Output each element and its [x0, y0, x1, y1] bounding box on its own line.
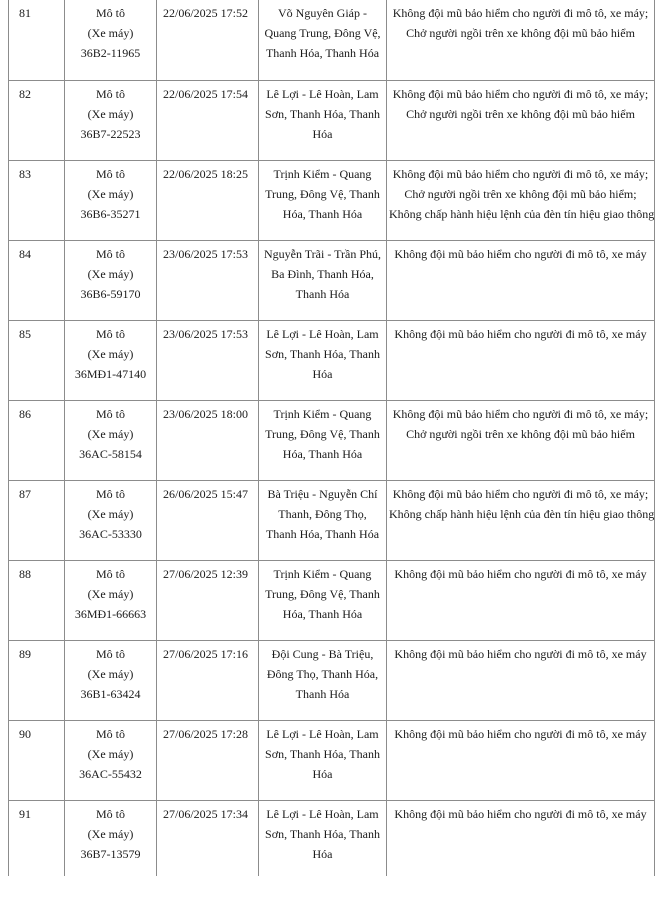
table-row: [9, 400, 655, 480]
vehicle-cell: [65, 800, 157, 876]
violation-line: Chở người ngồi trên xe không đội mũ bảo hiểm: [406, 106, 635, 121]
violation-time: 27/06/2025 12:39: [163, 566, 249, 581]
row-number-cell: [9, 80, 65, 160]
location-cell: [259, 480, 387, 560]
vehicle-subtype: (Xe máy): [87, 746, 134, 761]
vehicle-cell: [65, 0, 157, 80]
violation-line: Không đội mũ bảo hiểm cho người đi mô tô, xe máy;: [392, 86, 649, 101]
location-line: Hóa: [312, 766, 333, 781]
violation-table: [8, 0, 655, 876]
location-line: Nguyễn Trãi - Trần Phú,: [263, 246, 382, 261]
violation-time: 22/06/2025 17:54: [163, 86, 249, 101]
location-cell: [259, 800, 387, 876]
location-line: Trịnh Kiểm - Quang: [273, 566, 372, 581]
location-cell: [259, 560, 387, 640]
location-cell: [259, 640, 387, 720]
table-row: [9, 160, 655, 240]
violation-time: 27/06/2025 17:16: [163, 646, 249, 661]
row-number: 84: [19, 246, 31, 261]
violation-time: 27/06/2025 17:34: [163, 806, 249, 821]
vehicle-type: Mô tô: [95, 646, 125, 661]
table-row: [9, 560, 655, 640]
vehicle-cell: [65, 480, 157, 560]
license-plate: 36B7-22523: [80, 126, 141, 141]
vehicle-subtype: (Xe máy): [87, 346, 134, 361]
violation-line: Không đội mũ bảo hiểm cho người đi mô tô, xe máy;: [392, 166, 649, 181]
row-number-cell: [9, 480, 65, 560]
time-cell: [157, 0, 259, 80]
table-row: [9, 80, 655, 160]
time-cell: [157, 400, 259, 480]
vehicle-type: Mô tô: [95, 6, 125, 20]
location-line: Lê Lợi - Lê Hoàn, Lam: [266, 326, 379, 341]
row-number: 89: [19, 646, 31, 661]
row-number-cell: [9, 160, 65, 240]
vehicle-type: Mô tô: [95, 86, 125, 101]
license-plate: 36B1-63424: [80, 686, 141, 701]
violation-cell: [387, 240, 655, 320]
violation-time: 23/06/2025 17:53: [163, 326, 249, 341]
violation-time: 23/06/2025 17:53: [163, 246, 249, 261]
location-line: Sơn, Thanh Hóa, Thanh: [265, 826, 380, 841]
vehicle-type: Mô tô: [95, 326, 125, 341]
violation-cell: [387, 80, 655, 160]
row-number: 87: [19, 486, 31, 501]
location-line: Trung, Đông Vệ, Thanh: [265, 186, 380, 201]
violation-cell: [387, 720, 655, 800]
violation-line: Không đội mũ bảo hiểm cho người đi mô tô, xe máy: [394, 326, 647, 341]
location-line: Hóa, Thanh Hóa: [282, 206, 363, 221]
location-cell: [259, 240, 387, 320]
table-row: [9, 720, 655, 800]
vehicle-cell: [65, 720, 157, 800]
violation-time: 23/06/2025 18:00: [163, 406, 249, 421]
row-number-cell: [9, 400, 65, 480]
violation-line: Không đội mũ bảo hiểm cho người đi mô tô, xe máy: [394, 806, 647, 821]
row-number-cell: [9, 720, 65, 800]
violation-line: Không đội mũ bảo hiểm cho người đi mô tô, xe máy;: [392, 6, 649, 20]
row-number-cell: [9, 640, 65, 720]
time-cell: [157, 240, 259, 320]
location-line: Trịnh Kiểm - Quang: [273, 166, 372, 181]
violation-line: Không chấp hành hiệu lệnh của đèn tín hiệu giao thông: [389, 506, 655, 521]
time-cell: [157, 560, 259, 640]
location-cell: [259, 720, 387, 800]
location-line: Ba Đình, Thanh Hóa,: [271, 266, 374, 281]
violation-cell: [387, 800, 655, 876]
vehicle-subtype: (Xe máy): [87, 586, 134, 601]
location-line: Thanh Hóa, Thanh Hóa: [265, 46, 380, 60]
violation-time: 22/06/2025 17:52: [163, 6, 249, 20]
location-line: Trịnh Kiểm - Quang: [273, 406, 372, 421]
location-line: Võ Nguyên Giáp -: [278, 6, 367, 20]
vehicle-cell: [65, 80, 157, 160]
vehicle-cell: [65, 560, 157, 640]
license-plate: 36B2-11965: [80, 46, 141, 60]
violation-cell: [387, 400, 655, 480]
vehicle-cell: [65, 240, 157, 320]
location-line: Quang Trung, Đông Vệ,: [264, 26, 381, 40]
vehicle-type: Mô tô: [95, 486, 125, 501]
time-cell: [157, 720, 259, 800]
violation-line: Không đội mũ bảo hiểm cho người đi mô tô, xe máy: [394, 726, 647, 741]
vehicle-cell: [65, 400, 157, 480]
row-number: 83: [19, 166, 31, 181]
violation-line: Chở người ngồi trên xe không đội mũ bảo hiểm: [406, 26, 635, 40]
violation-time: 22/06/2025 18:25: [163, 166, 249, 181]
violation-line: Chở người ngồi trên xe không đội mũ bảo hiểm;: [404, 186, 637, 201]
violation-line: Chở người ngồi trên xe không đội mũ bảo hiểm: [406, 426, 635, 441]
row-number: 88: [19, 566, 31, 581]
vehicle-type: Mô tô: [95, 166, 125, 181]
license-plate: 36B6-59170: [80, 286, 141, 301]
location-line: Trung, Đông Vệ, Thanh: [265, 586, 380, 601]
location-line: Trung, Đông Vệ, Thanh: [265, 426, 380, 441]
location-line: Hóa, Thanh Hóa: [282, 606, 363, 621]
location-line: Hóa: [312, 126, 333, 141]
row-number: 91: [19, 806, 31, 821]
violation-table-body: [9, 0, 655, 876]
vehicle-subtype: (Xe máy): [87, 26, 134, 40]
location-cell: [259, 160, 387, 240]
license-plate: 36B6-35271: [80, 206, 141, 221]
table-row: [9, 0, 655, 80]
violation-cell: [387, 320, 655, 400]
location-cell: [259, 80, 387, 160]
violation-line: Không đội mũ bảo hiểm cho người đi mô tô, xe máy;: [392, 406, 649, 421]
vehicle-type: Mô tô: [95, 726, 125, 741]
vehicle-type: Mô tô: [95, 406, 125, 421]
time-cell: [157, 320, 259, 400]
location-line: Lê Lợi - Lê Hoàn, Lam: [266, 86, 379, 101]
location-line: Lê Lợi - Lê Hoàn, Lam: [266, 726, 379, 741]
vehicle-subtype: (Xe máy): [87, 826, 134, 841]
violation-line: Không chấp hành hiệu lệnh của đèn tín hiệu giao thông: [389, 206, 655, 221]
violation-cell: [387, 560, 655, 640]
license-plate: 36AC-55432: [79, 766, 142, 781]
time-cell: [157, 640, 259, 720]
license-plate: 36AC-53330: [79, 526, 142, 541]
violation-line: Không đội mũ bảo hiểm cho người đi mô tô, xe máy: [394, 246, 647, 261]
vehicle-subtype: (Xe máy): [87, 506, 134, 521]
location-line: Thanh, Đông Thọ,: [278, 506, 367, 521]
vehicle-subtype: (Xe máy): [87, 426, 134, 441]
time-cell: [157, 160, 259, 240]
location-line: Thanh Hóa: [295, 686, 350, 701]
location-line: Sơn, Thanh Hóa, Thanh: [265, 746, 380, 761]
vehicle-type: Mô tô: [95, 246, 125, 261]
location-line: Sơn, Thanh Hóa, Thanh: [265, 106, 380, 121]
time-cell: [157, 800, 259, 876]
license-plate: 36MĐ1-66663: [74, 606, 147, 621]
vehicle-cell: [65, 160, 157, 240]
vehicle-cell: [65, 640, 157, 720]
location-line: Đội Cung - Bà Triệu,: [271, 646, 374, 661]
location-line: Thanh Hóa: [295, 286, 350, 301]
violation-time: 26/06/2025 15:47: [163, 486, 249, 501]
row-number-cell: [9, 240, 65, 320]
violation-line: Không đội mũ bảo hiểm cho người đi mô tô, xe máy: [394, 646, 647, 661]
location-cell: [259, 0, 387, 80]
location-cell: [259, 320, 387, 400]
violation-cell: [387, 0, 655, 80]
vehicle-cell: [65, 320, 157, 400]
vehicle-type: Mô tô: [95, 806, 125, 821]
row-number-cell: [9, 320, 65, 400]
row-number: 85: [19, 326, 31, 341]
location-line: Đông Thọ, Thanh Hóa,: [266, 666, 379, 681]
vehicle-subtype: (Xe máy): [87, 186, 134, 201]
license-plate: 36B7-13579: [80, 846, 141, 861]
table-row: [9, 480, 655, 560]
row-number: 81: [19, 6, 31, 20]
row-number: 86: [19, 406, 31, 421]
row-number: 90: [19, 726, 31, 741]
time-cell: [157, 480, 259, 560]
vehicle-subtype: (Xe máy): [87, 106, 134, 121]
table-row: [9, 640, 655, 720]
table-row: [9, 800, 655, 876]
row-number: 82: [19, 86, 31, 101]
violation-cell: [387, 640, 655, 720]
vehicle-subtype: (Xe máy): [87, 266, 134, 281]
violation-time: 27/06/2025 17:28: [163, 726, 249, 741]
location-line: Bà Triệu - Nguyễn Chí: [267, 486, 378, 501]
license-plate: 36MĐ1-47140: [74, 366, 147, 381]
location-line: Hóa, Thanh Hóa: [282, 446, 363, 461]
location-cell: [259, 400, 387, 480]
table-row: [9, 240, 655, 320]
row-number-cell: [9, 0, 65, 80]
row-number-cell: [9, 560, 65, 640]
license-plate: 36AC-58154: [79, 446, 142, 461]
location-line: Sơn, Thanh Hóa, Thanh: [265, 346, 380, 361]
violation-line: Không đội mũ bảo hiểm cho người đi mô tô, xe máy;: [392, 486, 649, 501]
violation-cell: [387, 480, 655, 560]
row-number-cell: [9, 800, 65, 876]
table-row: [9, 320, 655, 400]
vehicle-type: Mô tô: [95, 566, 125, 581]
location-line: Hóa: [312, 846, 333, 861]
location-line: Lê Lợi - Lê Hoàn, Lam: [266, 806, 379, 821]
vehicle-subtype: (Xe máy): [87, 666, 134, 681]
time-cell: [157, 80, 259, 160]
location-line: Thanh Hóa, Thanh Hóa: [265, 526, 380, 541]
violation-cell: [387, 160, 655, 240]
location-line: Hóa: [312, 366, 333, 381]
violation-line: Không đội mũ bảo hiểm cho người đi mô tô, xe máy: [394, 566, 647, 581]
